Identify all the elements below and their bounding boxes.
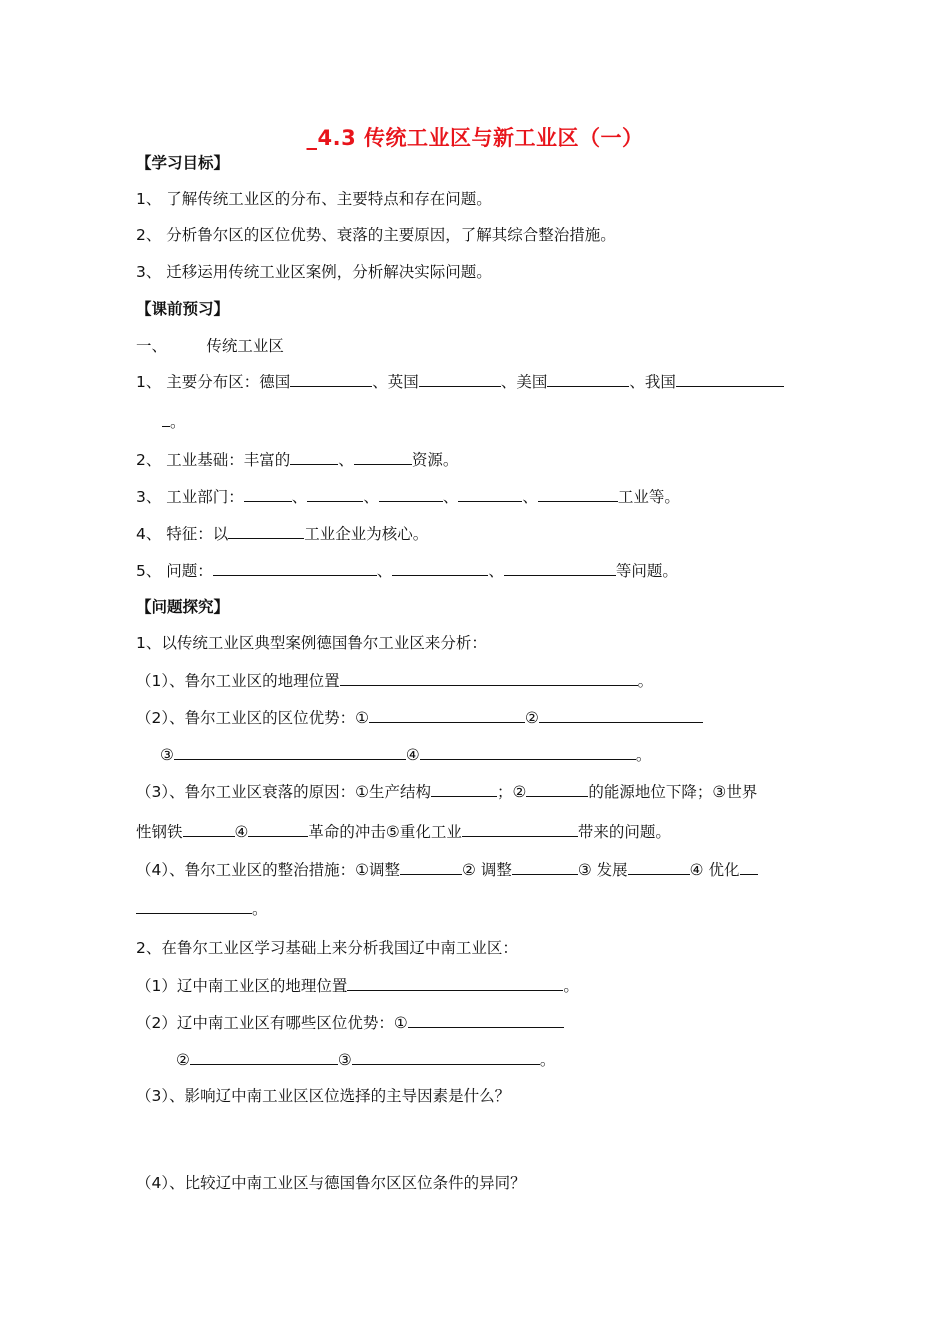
p1-4-text: ③ 发展 (577, 861, 628, 879)
p2-2-end: 。 (539, 1051, 556, 1069)
p1-1-end: 。 (637, 672, 654, 690)
p1-2-end: 。 (635, 746, 652, 764)
q3-label: 3、 工业部门： (136, 488, 244, 506)
q1-text: 、英国 (372, 373, 419, 391)
p2-1-label: （1）辽中南工业区的地理位置 (136, 977, 348, 995)
p1-4-text: ④ 优化 (689, 861, 740, 879)
blank-measure-3[interactable] (628, 858, 690, 875)
p1-2-marker: ③ (160, 746, 174, 764)
p2-2-marker: ② (176, 1051, 190, 1069)
p1-3-text: 性钢铁 (136, 823, 183, 841)
blank-usa[interactable] (547, 370, 629, 387)
blank-decline-5[interactable] (462, 820, 578, 837)
q3-end: 工业等。 (617, 488, 680, 506)
goal-item: 1、 了解传统工业区的分布、主要特点和存在问题。 (136, 190, 492, 208)
blank-decline-4[interactable] (248, 820, 308, 837)
p1-3-text: 带来的问题。 (577, 823, 671, 841)
blank-resource-1[interactable] (290, 448, 338, 465)
goal-item: 3、 迁移运用传统工业区案例，分析解决实际问题。 (136, 263, 492, 281)
blank-measure-4-cont[interactable] (136, 897, 252, 914)
p1-3-text: 的能源地位下降；③世界 (588, 783, 758, 801)
q1-end: 。 (170, 413, 186, 431)
blank-ruhr-adv-4[interactable] (420, 743, 636, 760)
preview-q1 (136, 370, 784, 393)
blank-measure-4[interactable] (740, 858, 758, 875)
blank-problem-2[interactable] (392, 559, 488, 576)
q3-sep: 、 (363, 488, 379, 506)
q5-label: 5、 问题： (136, 562, 213, 580)
explore-p1-3-cont (136, 820, 671, 843)
page-title: _4.3 传统工业区与新工业区（一） (306, 126, 644, 150)
p1-1-label: （1）、鲁尔工业区的地理位置 (136, 672, 340, 690)
preview-subheading: 一、 传统工业区 (136, 337, 284, 355)
preview-q1-cont (162, 410, 186, 433)
goal-item: 2、 分析鲁尔区的区位优势、衰落的主要原因，了解其综合整治措施。 (136, 226, 616, 244)
blank-decline-1[interactable] (431, 780, 497, 797)
explore-heading: 【问题探究】 (136, 598, 230, 616)
p2-2-label: （2）辽中南工业区有哪些区位优势：① (136, 1014, 408, 1032)
q3-sep: 、 (291, 488, 308, 506)
blank-germany[interactable] (290, 370, 372, 387)
blank-problem-3[interactable] (504, 559, 616, 576)
blank-sector-2[interactable] (307, 485, 363, 502)
blank-china[interactable] (676, 370, 784, 387)
q5-end: 等问题。 (615, 562, 678, 580)
blank-sector-4[interactable] (458, 485, 522, 502)
blank-liaoning-adv-3[interactable] (352, 1048, 540, 1065)
q3-sep: 、 (442, 488, 459, 506)
q3-sep: 、 (522, 488, 538, 506)
q2-text: 资源。 (411, 451, 459, 469)
blank-liaoning-adv-2[interactable] (190, 1048, 338, 1065)
explore-p2: 2、在鲁尔工业区学习基础上来分析我国辽中南工业区： (136, 939, 518, 957)
explore-p1-1 (136, 669, 653, 692)
explore-p1-4 (136, 858, 758, 881)
p1-3-text: ；② (497, 783, 527, 801)
p1-3-text: 革命的冲击⑤重化工业 (308, 823, 462, 841)
blank-decline-3[interactable] (183, 820, 235, 837)
q5-sep: 、 (376, 562, 393, 580)
p1-4-text: ② 调整 (462, 861, 512, 879)
blank-ruhr-location[interactable] (340, 669, 638, 686)
blank-feature[interactable] (228, 522, 304, 539)
explore-p2-1 (136, 974, 579, 997)
explore-p1-2-cont (160, 743, 651, 766)
q2-text: 、 (338, 451, 354, 469)
p1-2-marker: ④ (405, 746, 420, 764)
blank-problem-1[interactable] (213, 559, 377, 576)
p1-3-text: ④ (234, 823, 249, 841)
preview-q4 (136, 522, 428, 545)
p1-3-label: （3）、鲁尔工业区衰落的原因：①生产结构 (136, 783, 432, 801)
preview-q2 (136, 448, 458, 471)
explore-p1-4-cont (136, 897, 268, 920)
p2-1-end: 。 (563, 977, 579, 995)
q5-sep: 、 (488, 562, 504, 580)
p1-2-marker: ② (525, 709, 539, 727)
q2-label: 2、 工业基础：丰富的 (136, 451, 291, 469)
blank-liaoning-location[interactable] (347, 974, 563, 991)
preview-q5 (136, 559, 678, 582)
goals-heading: 【学习目标】 (136, 154, 230, 172)
blank-uk[interactable] (419, 370, 501, 387)
blank-sector-5[interactable] (538, 485, 618, 502)
preview-heading: 【课前预习】 (136, 300, 230, 318)
blank-resource-2[interactable] (354, 448, 412, 465)
q1-text: 、我国 (629, 373, 676, 391)
blank-measure-2[interactable] (512, 858, 578, 875)
explore-p1: 1、以传统工业区典型案例德国鲁尔工业区来分析： (136, 634, 487, 652)
blank-sector-1[interactable] (244, 485, 292, 502)
blank-china-cont[interactable] (162, 410, 170, 427)
blank-ruhr-adv-3[interactable] (174, 743, 406, 760)
blank-measure-1[interactable] (400, 858, 462, 875)
p2-2-marker: ③ (337, 1051, 352, 1069)
blank-ruhr-adv-2[interactable] (539, 706, 703, 723)
q1-text: 、美国 (500, 373, 548, 391)
explore-p1-3 (136, 780, 757, 803)
explore-p2-2-cont (176, 1048, 555, 1071)
blank-liaoning-adv-1[interactable] (408, 1011, 564, 1028)
explore-p2-2 (136, 1011, 564, 1034)
p1-4-end: 。 (252, 900, 268, 918)
q4-label: 4、 特征：以 (136, 525, 229, 543)
p1-4-label: （4）、鲁尔工业区的整治措施：①调整 (136, 861, 401, 879)
explore-p1-2 (136, 706, 703, 729)
blank-decline-2[interactable] (526, 780, 588, 797)
q4-end: 工业企业为核心。 (304, 525, 429, 543)
preview-q3 (136, 485, 680, 508)
explore-p2-4: （4）、比较辽中南工业区与德国鲁尔区区位条件的异同？ (136, 1174, 526, 1192)
blank-sector-3[interactable] (379, 485, 443, 502)
q1-label: 1、 主要分布区：德国 (136, 373, 291, 391)
blank-ruhr-adv-1[interactable] (369, 706, 525, 723)
p1-2-label: （2）、鲁尔工业区的区位优势：① (136, 709, 370, 727)
explore-p2-3: （3）、影响辽中南工业区区位选择的主导因素是什么？ (136, 1087, 511, 1105)
